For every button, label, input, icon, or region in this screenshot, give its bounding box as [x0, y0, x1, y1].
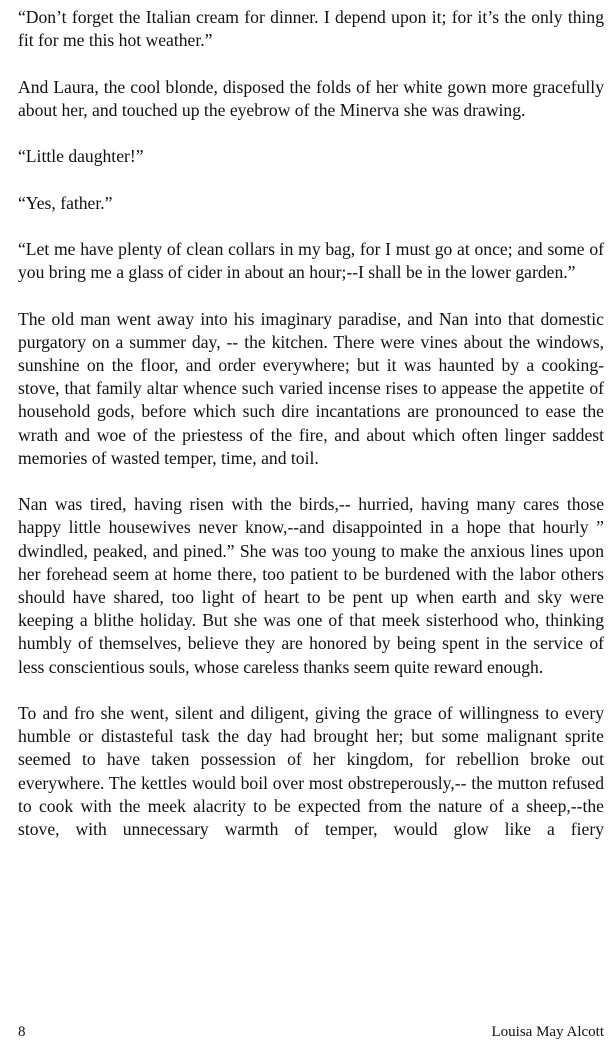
paragraph-yes-father: “Yes, father.” [18, 192, 113, 213]
paragraph-kitchen: The old man went away into his imaginary paradise, and Nan into that domestic purgatory on a summer day, -- the kitchen. There were vines about the windows, sunshine on the floor, and order everywhere; but it was haunted by a cooking-stove, that family altar whence such varied incense rises to appease the appetite of household gods, before which such dire incantations are pronounced to ease the wrath and woe of the priestess of the fire, and about which often linger saddest memories of wasted temper, time, and toil. [18, 308, 604, 468]
page-body [18, 6, 604, 841]
paragraph-italian-cream: “Don’t forget the Italian cream for dinner. I depend upon it; for it’s the only thing fit for me this hot weather.” [18, 7, 604, 51]
paragraph-nan-tired: Nan was tired, having risen with the birds,-- hurried, having many cares those happy little housewives never know,--and disappointed in a hope that hourly ” dwindled, peaked, and pined.” She was too young to make the anxious lines upon her forehead seem at home there, too patient to be burdened with the labor others should have shared, too light of heart to be pent up when earth and sky were keeping a blithe holiday. But she was one of that meek sisterhood who, thinking humbly of themselves, believe they are honored by being spent in the service of less conscientious souls, whose careless thanks seem quite reward enough. [18, 494, 604, 677]
paragraph-clean-collars: “Let me have plenty of clean collars in my bag, for I must go at once; and some of you bring me a glass of cider in about an hour;--I shall be in the lower garden.” [18, 238, 604, 283]
page-number: 8 [18, 1024, 26, 1040]
paragraph-to-and-fro: To and fro she went, silent and diligent, giving the grace of willingness to every humble or distasteful task the day had brought her; but some malignant sprite seemed to have taken possession of her kingdom, for rebellion broke out everywhere. The kettles would boil over most obstreperously,-- the mutton refused to cook with the meek alacrity to be expected from the nature of a sheep,--the stove, with unnecessary warmth of temper, would glow like a fiery [18, 702, 604, 839]
author-name: Louisa May Alcott [491, 1024, 604, 1040]
page-footer [18, 1022, 604, 1042]
paragraph-little-daughter: “Little daughter!” [18, 146, 144, 167]
paragraph-laura: And Laura, the cool blonde, disposed the folds of her white gown more gracefully about her, and touched up the eyebrow of the Minerva she was drawing. [18, 76, 604, 120]
